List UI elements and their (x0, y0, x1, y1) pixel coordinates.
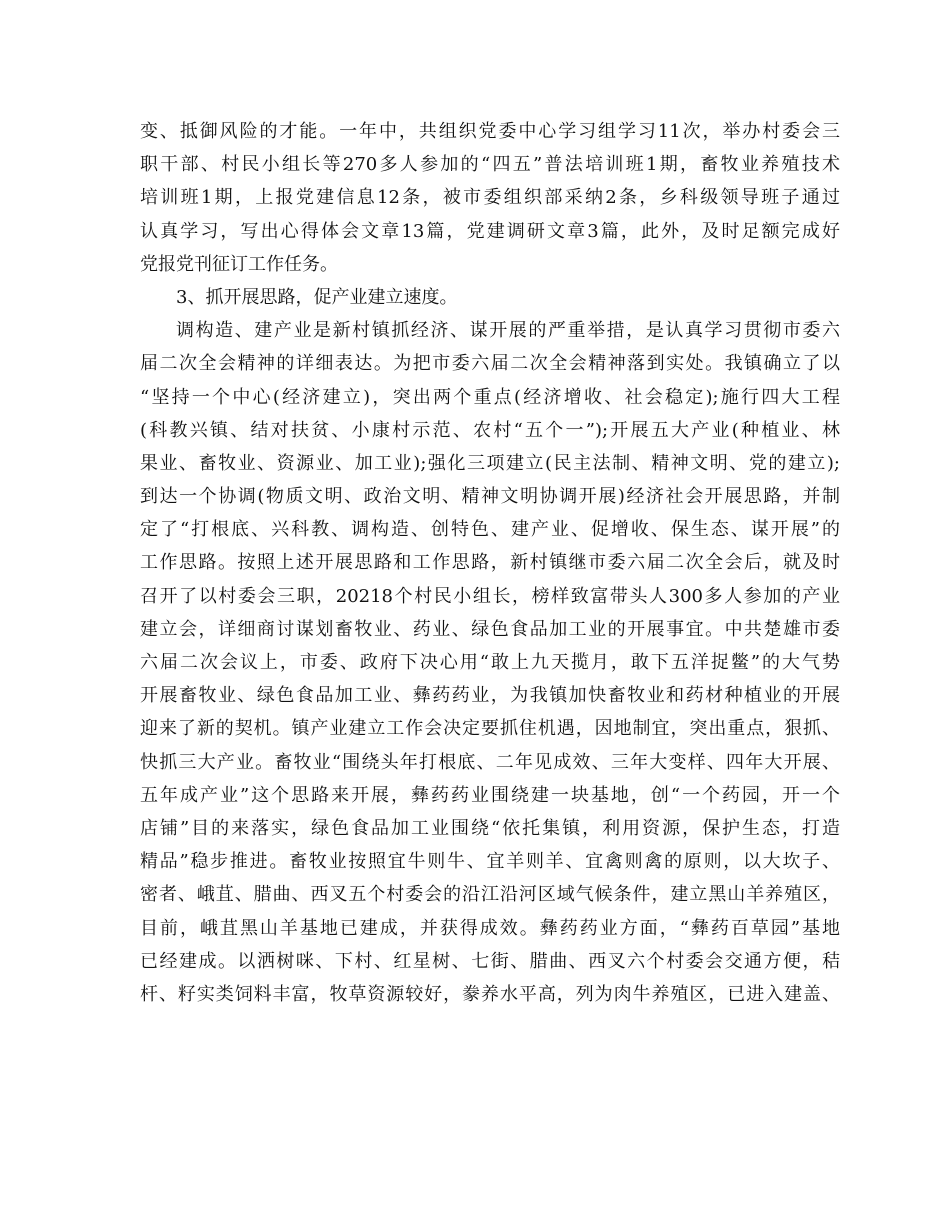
text-line: 培训班1期，上报党建信息12条，被市委组织部采纳2条，乡科级领导班子通过 (140, 187, 840, 209)
text-line: 到达一个协调(物质文明、政治文明、精神文明协调开展)经济社会开展思路，并制 (140, 486, 840, 508)
text-line: 工作思路。按照上述开展思路和工作思路，新村镇继市委六届二次全会后，就及时 (140, 552, 840, 574)
text-line: 届二次全会精神的详细表达。为把市委六届二次全会精神落到实处。我镇确立了以 (140, 353, 840, 375)
text-line: 杆、籽实类饲料丰富，牧草资源较好，豢养水平高，列为肉牛养殖区，已进入建盖、 (140, 983, 840, 1005)
document-body (140, 115, 840, 1011)
text-line: 建立会，详细商讨谋划畜牧业、药业、绿色食品加工业的开展事宜。中共楚雄市委 (140, 618, 840, 640)
text-line: (科教兴镇、结对扶贫、小康村示范、农村“五个一”);开展五大产业(种植业、林 (140, 419, 840, 441)
text-line: 已经建成。以洒树咪、下村、红星树、七街、腊曲、西叉六个村委会交通方便，秸 (140, 950, 840, 972)
text-line: 认真学习，写出心得体会文章13篇，党建调研文章3篇，此外，及时足额完成好 (140, 220, 840, 242)
text-line: 迎来了新的契机。镇产业建立工作会决定要抓住机遇，因地制宜，突出重点，狠抓、 (140, 718, 840, 740)
text-line: 精品”稳步推进。畜牧业按照宜牛则牛、宜羊则羊、宜禽则禽的原则，以大坎子、 (140, 851, 840, 873)
text-line: 定了“打根底、兴科教、调构造、创特色、建产业、促增收、保生态、谋开展”的 (140, 519, 840, 541)
text-line: 六届二次会议上，市委、政府下决心用“敢上九天揽月，敢下五洋捉鳖”的大气势 (140, 652, 840, 673)
text-line: 3、抓开展思路，促产业建立速度。 (176, 286, 458, 308)
text-line: 目前，峨苴黑山羊基地已建成，并获得成效。彝药药业方面，“彝药百草园”基地 (140, 917, 840, 939)
text-line: 快抓三大产业。畜牧业“围绕头年打根底、二年见成效、三年大变样、四年大开展、 (140, 751, 840, 773)
text-line: 调构造、建产业是新村镇抓经济、谋开展的严重举措，是认真学习贯彻市委六 (176, 320, 840, 342)
text-line: 五年成产业”这个思路来开展，彝药药业围绕建一块基地，创“一个药园，开一个 (140, 784, 840, 806)
text-line: “坚持一个中心(经济建立)，突出两个重点(经济增收、社会稳定);施行四大工程 (140, 386, 840, 408)
text-line: 职干部、村民小组长等270多人参加的“四五”普法培训班1期，畜牧业养殖技术 (140, 154, 840, 176)
text-line: 召开了以村委会三职，20218个村民小组长，榜样致富带头人300多人参加的产业 (140, 585, 840, 607)
text-line: 店铺”目的来落实，绿色食品加工业围绕“依托集镇，利用资源，保护生态，打造 (140, 817, 840, 839)
text-line: 密者、峨苴、腊曲、西叉五个村委会的沿江沿河区域气候条件，建立黑山羊养殖区， (140, 884, 840, 906)
text-line: 变、抵御风险的才能。一年中，共组织党委中心学习组学习11次，举办村委会三 (140, 121, 840, 142)
text-line: 果业、畜牧业、资源业、加工业);强化三项建立(民主法制、精神文明、党的建立); (140, 452, 840, 474)
text-line: 党报党刊征订工作任务。 (140, 253, 338, 275)
text-line: 开展畜牧业、绿色食品加工业、彝药药业，为我镇加快畜牧业和药材种植业的开展 (140, 685, 840, 707)
